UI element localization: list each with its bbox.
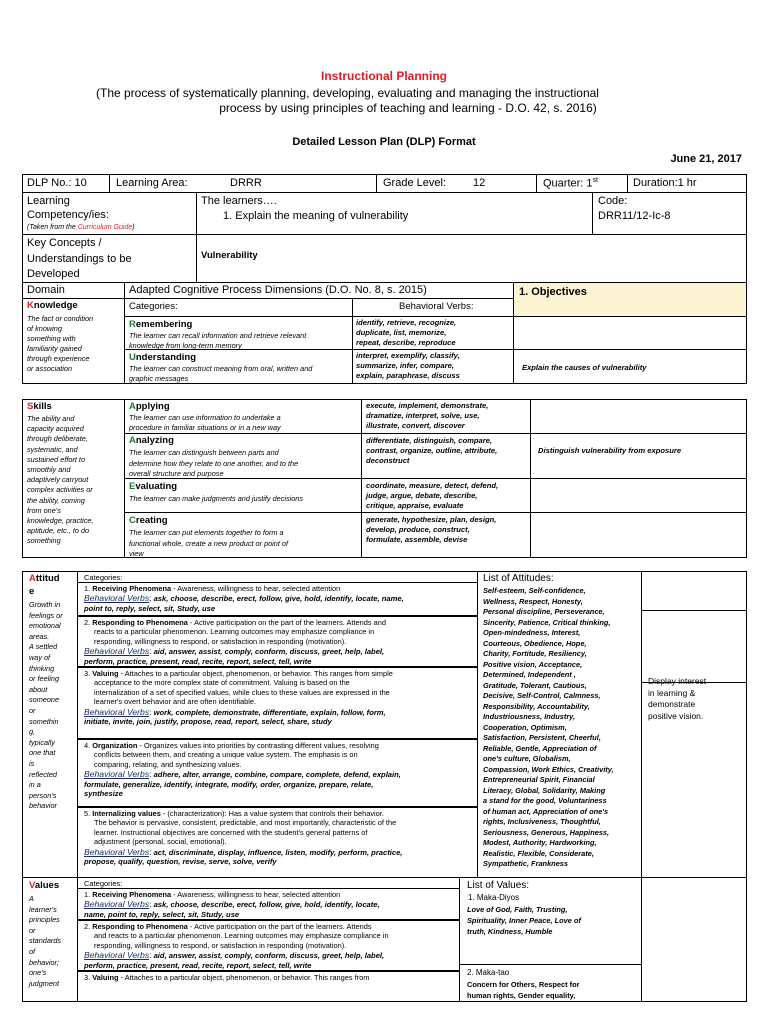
competency-cell xyxy=(196,192,593,235)
values-objective-cell xyxy=(641,877,747,1002)
applying-verbs-cell xyxy=(361,399,531,434)
code-value: DRR11/12-Ic-8 xyxy=(598,210,671,222)
applying-cell xyxy=(124,399,362,434)
understanding-rest: nderstanding xyxy=(135,352,197,363)
date: June 21, 2017 xyxy=(670,153,742,165)
key-concepts-label1: Key Concepts / xyxy=(27,237,102,249)
attitude-objective-cell xyxy=(641,571,747,878)
values-categories-label: Categories: xyxy=(84,879,123,888)
attitude-rest2: e xyxy=(29,586,35,597)
format-title: Detailed Lesson Plan (DLP) Format xyxy=(292,136,476,148)
knowledge-domain-cell xyxy=(22,298,125,384)
maka-tao: 2. Maka-tao xyxy=(467,968,510,977)
creating-desc: The learner can put elements together to form a functional whole, create a new product or point of view xyxy=(129,528,289,558)
category-name: Receiving Phenomena xyxy=(92,584,172,593)
code-cell xyxy=(592,192,747,235)
understanding-verbs-cell xyxy=(352,349,514,384)
values-list-title: List of Values: xyxy=(467,880,530,891)
category-name: Organization xyxy=(92,741,138,750)
behavioral-header: Behavioral Verbs: xyxy=(399,301,474,312)
domain-header-cell xyxy=(22,282,125,299)
behavioral-verbs-label: Behavioral Verbs xyxy=(84,646,150,657)
grade-level-label: Grade Level: xyxy=(383,177,446,189)
behavioral-verbs-label: Behavioral Verbs xyxy=(84,899,150,910)
competency-item: 1. Explain the meaning of vulnerability xyxy=(223,210,409,222)
skills-domain-cell xyxy=(22,399,125,558)
knowledge-initial: K xyxy=(27,300,34,311)
learning-area-value: DRRR xyxy=(230,177,262,189)
curriculum-guide-link: Curriculum Guide xyxy=(77,224,133,231)
learners-label: The learners…. xyxy=(201,195,277,207)
domain-header: Domain xyxy=(27,284,65,296)
behavioral-verbs-label: Behavioral Verbs xyxy=(84,950,150,961)
category-block xyxy=(78,920,459,971)
creating-verbs-cell xyxy=(361,512,531,558)
creating-rest: reating xyxy=(135,515,168,526)
page-subtitle-line2: process by using principles of teaching and learning - D.O. 42, s. 2016) xyxy=(219,101,597,115)
category-name: Receiving Phenomena xyxy=(92,890,172,899)
behavioral-verbs-label: Behavioral Verbs xyxy=(84,769,150,780)
category-desc: 1. Receiving Phenomena - Awareness, willingness to hear, selected attention Behavioral Verbs: ask, choose, describe, erect, follow, give, hold, identify, locate, name, point to, reply, select, sit, Study, use xyxy=(84,584,404,613)
page-title: Instructional Planning xyxy=(320,69,447,83)
key-concepts-cell xyxy=(196,234,747,283)
category-name: Internalizing values xyxy=(92,809,161,818)
values-desc: A learner's principles or standards of behavior; one's judgment xyxy=(29,894,62,988)
analyzing-objective-cell xyxy=(530,433,747,479)
behavioral-verbs-label: Behavioral Verbs xyxy=(84,593,150,604)
behavioral-verbs-label: Behavioral Verbs xyxy=(84,706,150,717)
analyzing-cell xyxy=(124,433,362,479)
creating-initial: C xyxy=(129,515,136,526)
objectives-header-cell xyxy=(513,282,747,317)
quarter-sup: st xyxy=(592,177,598,184)
category-desc: 2. Responding to Phenomena - Active participation on the part of the learners. Attends and reacts to a particular phenomenon. Learning outcomes may emphasize compliance in responding, willingness to respond, or satisfaction in responding (motivation). Behavioral Verbs: aid, answer, assist, comply, conform, discuss, greet, help, label, perform, practice, present, read, recite, report, select, tell, write xyxy=(84,618,386,666)
attitude-desc: Growth in feelings or emotional areas. A settled way of thinking or feeling about someone or somethin g, typically one that is reflected in a person's behavior xyxy=(29,600,63,811)
evaluating-cell xyxy=(124,478,362,513)
competency-label-cell xyxy=(22,192,197,235)
values-initial: V xyxy=(29,880,35,891)
attitude-list: Self-esteem, Self-confidence, Wellness, Respect, Honesty, Personal discipline, Perseverance, Sincerity, Patience, Critical thinking, Open-mindedness, Interest, Courteous, Obedience, Hope, Charity, Fortitude, Resiliency, Positive vision, Acceptance, Determined, Independent , Gratitude, Tolerant, Cautious, Decisive, Self-Control, Calmness, Responsibility, Accountability, Industriousness, Industry, Cooperation, Optimism, Satisfaction, Persistent, Cheerful, Reliable, Gentle, Appreciation of one's culture, Globalism, Compassion, Work Ethics, Creativity, Entrepreneurial Spirit, Financial Literacy, Global, Solidarity, Making a stand for the good, Voluntariness of human act, Appreciation of one's rights, Inclusiveness, Thoughtful, Seriousness, Generous, Happiness, Modest, Authority, Hardworking, Realistic, Flexible, Considerate, Sympathetic, Frankness xyxy=(483,586,614,868)
applying-objective-cell xyxy=(530,399,747,434)
values-domain-cell xyxy=(22,877,78,1002)
behavioral-verbs: ask, choose, describe, erect, follow, give, hold, identify, locate, name, xyxy=(153,594,404,604)
behavioral-verbs: aid, answer, assist, comply, conform, discuss, greet, help, label, xyxy=(153,951,385,961)
knowledge-desc: The fact or condition of knowing something with familiarity gained through experience or association xyxy=(27,314,94,373)
understanding-initial: U xyxy=(129,352,136,363)
attitude-objective-divider1 xyxy=(642,610,746,611)
values-rest: alues xyxy=(34,880,60,891)
duration-cell xyxy=(627,174,747,193)
learning-area-cell xyxy=(109,174,377,193)
attitude-domain-cell xyxy=(22,571,78,878)
understanding-cell xyxy=(124,349,353,384)
key-concepts-value: Vulnerability xyxy=(201,250,258,261)
category-desc: 1. Receiving Phenomena - Awareness, willingness to hear, selected attention Behavioral Verbs: ask, choose, describe, erect, follow, give, hold, identify, locate, name, point to, reply, select, sit, Study, use xyxy=(84,890,380,919)
evaluating-rest: valuating xyxy=(135,481,178,492)
creating-objective-cell xyxy=(530,512,747,558)
skills-initial: S xyxy=(27,401,34,412)
attitude-categories-label: Categories: xyxy=(84,573,123,582)
skills-rest: kills xyxy=(33,401,52,412)
creating-verbs: generate, hypothesize, plan, design, develop, produce, construct, formulate, assemble, devise xyxy=(366,515,497,544)
remembering-initial: R xyxy=(129,319,136,330)
attitude-list-cell xyxy=(477,571,642,878)
quarter-cell xyxy=(536,174,628,193)
category-block xyxy=(78,582,477,616)
curriculum-note-suffix: ) xyxy=(132,224,135,231)
category-desc: 2. Responding to Phenomena - Active participation on the part of the learners. Attends and reacts to a particular phenomenon. Learning outcomes may emphasize compliance in responding, willingness to respond, or satisfaction in responding (motivation). Behavioral Verbs: aid, answer, assist, comply, conform, discuss, greet, help, label, perform, practice, present, read, recite, report, select, tell, write xyxy=(84,922,389,970)
grade-level-value: 12 xyxy=(473,177,486,189)
category-block xyxy=(78,807,477,872)
applying-initial: A xyxy=(129,401,136,412)
attitude-rest1: ttitud xyxy=(35,573,60,584)
learning-area-label: Learning Area: xyxy=(116,177,188,189)
analyzing-initial: A xyxy=(129,435,136,446)
behavioral-verbs-label: Behavioral Verbs xyxy=(84,846,150,857)
evaluating-objective-cell xyxy=(530,478,747,513)
category-name: Valuing xyxy=(92,973,119,982)
remembering-verbs-cell xyxy=(352,316,514,350)
values-list-cell xyxy=(459,877,642,1002)
competency-label1: Learning xyxy=(27,195,70,207)
adapted-header: Adapted Cognitive Process Dimensions (D.O. No. 8, s. 2015) xyxy=(129,284,427,296)
evaluating-verbs: coordinate, measure, detect, defend, judge, argue, debate, describe, critique, appraise, evaluate xyxy=(366,481,499,510)
grade-level-cell xyxy=(376,174,537,193)
analyzing-objective: Distinguish vulnerability from exposure xyxy=(538,446,682,455)
behavioral-verbs: adhere, alter, arrange, combine, compare, complete, defend, explain, xyxy=(153,770,401,780)
code-label: Code: xyxy=(598,195,628,207)
remembering-cell xyxy=(124,316,353,350)
knowledge-rest: nowledge xyxy=(33,300,78,311)
category-block xyxy=(78,667,477,739)
category-name: Responding to Phenomena xyxy=(92,922,188,931)
category-name: Valuing xyxy=(92,669,119,678)
duration: Duration:1 hr xyxy=(633,177,697,189)
category-desc: 5. Internalizing values - (characterization): Has a value system that controls their behavior. The behavior is pervasive, consistent, predictable, and most importantly, characteristic of the learner. Instructional objectives are concerned with the student's general patterns of adjustment (personal, social, emotional). Behavioral Verbs: act, discriminate, display, influence, listen, modify, perform, practice, propose, qualify, question, revise, serve, solve, verify xyxy=(84,809,403,867)
remembering-objective-cell xyxy=(513,316,747,350)
curriculum-note-prefix: (Taken from the xyxy=(27,224,78,231)
understanding-verbs: interpret, exemplify, classify, summarize, infer, compare, explain, paraphrase, discuss xyxy=(356,351,460,380)
objectives-header: 1. Objectives xyxy=(519,286,587,298)
key-concepts-label-cell xyxy=(22,234,197,283)
behavioral-header-cell xyxy=(352,298,514,317)
behavioral-verbs: ask, choose, describe, erect, follow, give, hold, identify, locate, xyxy=(153,900,380,910)
analyzing-verbs: differentiate, distinguish, compare, contrast, organize, outline, attribute, deconstruct xyxy=(366,436,498,465)
understanding-objective-cell xyxy=(513,349,747,384)
attitude-objective: Display interest in learning & demonstrate positive vision. xyxy=(648,676,707,721)
applying-desc: The learner can use information to undertake a procedure in familiar situations or in a new way xyxy=(129,413,281,432)
category-name: Responding to Phenomena xyxy=(92,618,188,627)
behavioral-verbs: act, discriminate, display, influence, listen, modify, perform, practice, xyxy=(153,847,403,857)
understanding-desc: The learner can construct meaning from oral, written and graphic messages xyxy=(129,364,313,383)
remembering-verbs: identify, retrieve, recognize, duplicate, list, memorize, repeat, describe, reproduce xyxy=(356,318,457,347)
evaluating-desc: The learner can make judgments and justify decisions xyxy=(129,494,303,503)
attitude-list-title: List of Attitudes: xyxy=(483,573,554,584)
skills-desc: The ability and capacity acquired through deliberate, systematic, and sustained effort to smoothly and adaptively carryout complex activities or the ability, coming from one's knowledge, practice, aptitude, etc., to do something xyxy=(27,414,94,546)
tao-list: Concern for Others, Respect for human rights, Gender equality, xyxy=(467,980,580,1000)
adapted-header-cell xyxy=(124,282,514,299)
page-subtitle-line1: (The process of systematically planning, developing, evaluating and managing the instructional xyxy=(96,86,599,100)
category-block xyxy=(78,616,477,667)
category-desc: 3. Valuing - Attaches to a particular object, phenomenon, or behavior. This ranges from xyxy=(84,973,370,982)
analyzing-rest: nalyzing xyxy=(135,435,174,446)
competency-label2: Competency/ies: xyxy=(27,209,109,221)
diyos-list: Love of God, Faith, Trusting, Spirituality, Inner Peace, Love of truth, Kindness, Humble xyxy=(467,905,581,936)
quarter: Quarter: 1 xyxy=(543,177,593,190)
categories-header: Categories: xyxy=(129,301,178,312)
category-desc: 3. Valuing - Attaches to a particular object, phenomenon, or behavior. This ranges from simple acceptance to the more complex state of commitment. Valuing is based on the internalization of a set of specified values, while clues to these values are expressed in the learner's overt behavior and are often identifiable. Behavioral Verbs: work, complete, demonstrate, differentiate, explain, follow, form, initiate, invite, join, justify, propose, read, report, select, share, study xyxy=(84,669,393,727)
key-concepts-label3: Developed xyxy=(27,268,80,280)
categories-header-cell xyxy=(124,298,353,317)
maka-diyos: 1. Maka-Diyos xyxy=(468,893,520,902)
category-block xyxy=(78,971,459,1003)
creating-cell xyxy=(124,512,362,558)
evaluating-verbs-cell xyxy=(361,478,531,513)
behavioral-verbs: aid, answer, assist, comply, conform, discuss, greet, help, label, xyxy=(153,647,385,657)
category-block xyxy=(78,739,477,807)
applying-verbs: execute, implement, demonstrate, dramatize, interpret, solve, use, illustrate, convert, discover xyxy=(366,401,489,430)
category-block xyxy=(78,888,459,920)
key-concepts-label2: Understandings to be xyxy=(27,253,132,265)
category-desc: 4. Organization - Organizes values into priorities by contrasting different values, resolving conflicts between them, and creating a unique value system. The emphasis is on comparing, relating, and synthesizing values. Behavioral Verbs: adhere, alter, arrange, combine, compare, complete, defend, explain, formulate, generalize, identify, integrate, modify, order, organize, prepare, relate, synthesize xyxy=(84,741,401,799)
dlp-no: DLP No.: 10 xyxy=(27,177,87,189)
understanding-objective: Explain the causes of vulnerability xyxy=(522,363,647,372)
analyzing-desc: The learner can distinguish between parts and determine how they relate to one another, and to the overall structure and purpose xyxy=(129,448,299,478)
analyzing-verbs-cell xyxy=(361,433,531,479)
remembering-desc: The learner can recall information and retrieve relevant knowledge from long-term memory xyxy=(129,331,307,350)
evaluating-initial: E xyxy=(129,481,136,492)
values-list-divider xyxy=(460,964,641,965)
remembering-rest: emembering xyxy=(135,319,193,330)
attitude-initial: A xyxy=(29,573,36,584)
dlp-no-cell xyxy=(22,174,110,193)
behavioral-verbs: work, complete, demonstrate, differentiate, explain, follow, form, xyxy=(153,707,386,717)
applying-rest: pplying xyxy=(135,401,170,412)
